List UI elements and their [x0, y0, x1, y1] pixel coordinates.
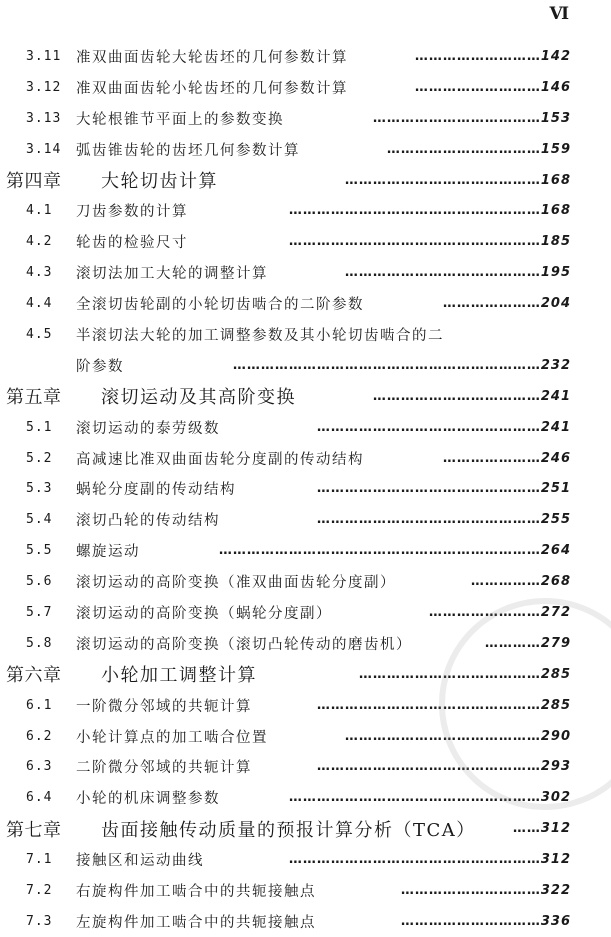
toc-entry[interactable]	[0, 134, 611, 165]
entry-page: 285	[540, 697, 571, 713]
entry-number: 7.1	[26, 852, 53, 868]
entry-page: 255	[540, 512, 571, 528]
entry-title: 刀齿参数的计算	[76, 204, 188, 221]
entry-page: 302	[540, 790, 571, 806]
entry-title: 滚切凸轮的传动结构	[76, 513, 220, 530]
leader-dots: ………………………………………………	[288, 234, 541, 250]
toc-entry-continuation[interactable]	[0, 350, 611, 381]
leader-dots: …………………………………	[358, 666, 541, 682]
entry-number: 6.4	[26, 790, 53, 806]
entry-title: 蜗轮分度副的传动结构	[76, 482, 236, 499]
toc-entry[interactable]	[0, 504, 611, 535]
entry-page: 246	[540, 450, 571, 466]
leader-dots: ………………………	[414, 79, 541, 95]
chapter-label: 第四章	[6, 171, 62, 192]
leader-dots: …………	[484, 635, 541, 651]
entry-number: 4.3	[26, 265, 53, 281]
entry-title: 滚切运动的高阶变换（滚切凸轮传动的磨齿机）	[76, 636, 412, 653]
entry-number: 3.13	[26, 110, 62, 126]
toc-entry[interactable]	[0, 782, 611, 813]
leader-dots: ……………………	[428, 604, 541, 620]
entry-title: 滚切运动的高阶变换（准双曲面齿轮分度副）	[76, 575, 396, 592]
toc-entry[interactable]	[0, 257, 611, 288]
entry-page: 293	[540, 759, 571, 775]
entry-number: 5.4	[26, 512, 53, 528]
toc-entry[interactable]	[0, 319, 611, 350]
entry-number: 4.4	[26, 296, 53, 312]
entry-page: 272	[540, 604, 571, 620]
toc-entry[interactable]	[0, 721, 611, 752]
leader-dots: …………………………………………	[316, 697, 541, 713]
leader-dots: …………………	[442, 450, 541, 466]
chapter-label: 第五章	[6, 387, 62, 409]
entry-number: 5.7	[26, 604, 53, 620]
leader-dots: ………………………………………………	[288, 203, 541, 219]
entry-title: 小轮的机床调整参数	[76, 791, 220, 808]
entry-title: 大轮根锥节平面上的参数变换	[76, 111, 284, 128]
entry-title: 高减速比准双曲面齿轮分度副的传动结构	[76, 451, 364, 468]
entry-title: 接触区和运动曲线	[76, 853, 204, 870]
entry-number: 5.8	[26, 635, 53, 651]
entry-number: 5.3	[26, 481, 53, 497]
leader-dots: …………………………………………………………	[232, 357, 541, 373]
leader-dots: ……………	[470, 574, 541, 590]
entry-number: 5.1	[26, 419, 53, 435]
toc-entry[interactable]	[0, 226, 611, 257]
leader-dots: ……………………………………	[344, 172, 541, 188]
toc-entry[interactable]	[0, 906, 611, 937]
toc-entry[interactable]	[0, 875, 611, 906]
entry-number: 5.5	[26, 543, 53, 559]
toc-entry[interactable]	[0, 844, 611, 875]
entry-title: 小轮计算点的加工啮合位置	[76, 729, 268, 746]
chapter-title: 小轮加工调整计算	[101, 665, 257, 687]
leader-dots: ………………………	[414, 48, 541, 64]
toc-entry[interactable]	[0, 751, 611, 782]
leader-dots: …………………………………………	[316, 512, 541, 528]
entry-title: 右旋构件加工啮合中的共轭接触点	[76, 883, 316, 900]
entry-page: 146	[540, 79, 571, 95]
entry-number: 3.12	[26, 79, 62, 95]
chapter-heading[interactable]	[0, 659, 611, 690]
toc-entry[interactable]	[0, 690, 611, 721]
entry-number: 4.5	[26, 326, 53, 342]
leader-dots: ……	[512, 821, 541, 837]
toc-entry[interactable]	[0, 41, 611, 72]
chapter-label: 第六章	[6, 665, 62, 687]
toc-entry[interactable]	[0, 195, 611, 226]
toc-entry[interactable]	[0, 535, 611, 566]
chapter-heading[interactable]	[0, 165, 611, 196]
entry-page: 312	[540, 852, 571, 868]
entry-page: 159	[540, 141, 571, 157]
leader-dots: ………………………………	[372, 388, 541, 404]
leader-dots: …………………………	[400, 882, 541, 898]
entry-number: 6.1	[26, 697, 53, 713]
entry-page: 153	[540, 110, 571, 126]
entry-page: 290	[540, 728, 571, 744]
entry-number: 6.2	[26, 728, 53, 744]
chapter-title: 齿面接触传动质量的预报计算分析（TCA）	[101, 819, 476, 841]
entry-number: 5.6	[26, 574, 53, 590]
toc-entry[interactable]	[0, 103, 611, 134]
entry-title: 准双曲面齿轮小轮齿坯的几何参数计算	[76, 80, 348, 97]
entry-page: 168	[540, 172, 571, 188]
chapter-heading[interactable]	[0, 381, 611, 412]
chapter-title: 大轮切齿计算	[101, 171, 218, 192]
leader-dots: ……………………………………	[344, 265, 541, 281]
leader-dots: ………………………………………………	[288, 852, 541, 868]
entry-title: 轮齿的检验尺寸	[76, 235, 188, 252]
entry-page: 279	[540, 635, 571, 651]
entry-number: 6.3	[26, 759, 53, 775]
toc-entry[interactable]	[0, 443, 611, 474]
entry-title: 左旋构件加工啮合中的共轭接触点	[76, 914, 316, 931]
entry-number: 3.11	[26, 48, 62, 64]
entry-title: 滚切运动的泰劳级数	[76, 420, 220, 437]
leader-dots: …………………………	[400, 913, 541, 929]
entry-number: 5.2	[26, 450, 53, 466]
entry-page: 312	[540, 821, 571, 837]
entry-page: 268	[540, 574, 571, 590]
entry-page: 285	[540, 666, 571, 682]
entry-page: 322	[540, 882, 571, 898]
table-of-contents	[0, 41, 611, 937]
entry-page: 168	[540, 203, 571, 219]
entry-page: 204	[540, 296, 571, 312]
toc-entry[interactable]	[0, 473, 611, 504]
leader-dots: …………………………………………	[316, 481, 541, 497]
entry-page: 195	[540, 265, 571, 281]
entry-page: 251	[540, 481, 571, 497]
entry-page: 185	[540, 234, 571, 250]
entry-title: 滚切运动的高阶变换（蜗轮分度副）	[76, 605, 332, 622]
entry-page: 336	[540, 913, 571, 929]
leader-dots: ……………………………………………………………	[218, 543, 541, 559]
leader-dots: …………………………………………	[316, 419, 541, 435]
entry-page: 264	[540, 543, 571, 559]
entry-title: 滚切法加工大轮的调整计算	[76, 266, 268, 283]
entry-number: 7.2	[26, 882, 53, 898]
entry-page: 142	[540, 48, 571, 64]
leader-dots: …………………………………………	[316, 759, 541, 775]
leader-dots: ………………………………	[372, 110, 541, 126]
entry-number: 4.1	[26, 203, 53, 219]
toc-entry[interactable]	[0, 628, 611, 659]
chapter-title: 滚切运动及其高阶变换	[101, 387, 296, 409]
entry-number: 4.2	[26, 234, 53, 250]
leader-dots: ………………………………………………	[288, 790, 541, 806]
toc-entry[interactable]	[0, 288, 611, 319]
entry-number: 7.3	[26, 913, 53, 929]
entry-page: 241	[540, 388, 571, 404]
entry-title: 半滚切法大轮的加工调整参数及其小轮切齿啮合的二	[76, 327, 444, 344]
entry-page: 232	[540, 357, 571, 373]
toc-entry[interactable]	[0, 566, 611, 597]
entry-title: 弧齿锥齿轮的齿坯几何参数计算	[76, 142, 300, 159]
page-number: Ⅵ	[549, 4, 569, 24]
entry-title: 准双曲面齿轮大轮齿坯的几何参数计算	[76, 49, 348, 66]
entry-title: 阶参数	[76, 358, 124, 375]
leader-dots: …………………	[442, 296, 541, 312]
entry-title: 一阶微分邻域的共轭计算	[76, 698, 252, 715]
entry-number: 3.14	[26, 141, 62, 157]
chapter-label: 第七章	[6, 819, 62, 841]
toc-entry[interactable]	[0, 412, 611, 443]
leader-dots: ……………………………	[386, 141, 541, 157]
entry-title: 全滚切齿轮副的小轮切齿啮合的二阶参数	[76, 297, 364, 314]
chapter-heading[interactable]	[0, 813, 611, 844]
entry-title: 二阶微分邻域的共轭计算	[76, 760, 252, 777]
toc-entry[interactable]	[0, 597, 611, 628]
toc-entry[interactable]	[0, 72, 611, 103]
leader-dots: ……………………………………	[344, 728, 541, 744]
entry-page: 241	[540, 419, 571, 435]
entry-title: 螺旋运动	[76, 544, 140, 561]
